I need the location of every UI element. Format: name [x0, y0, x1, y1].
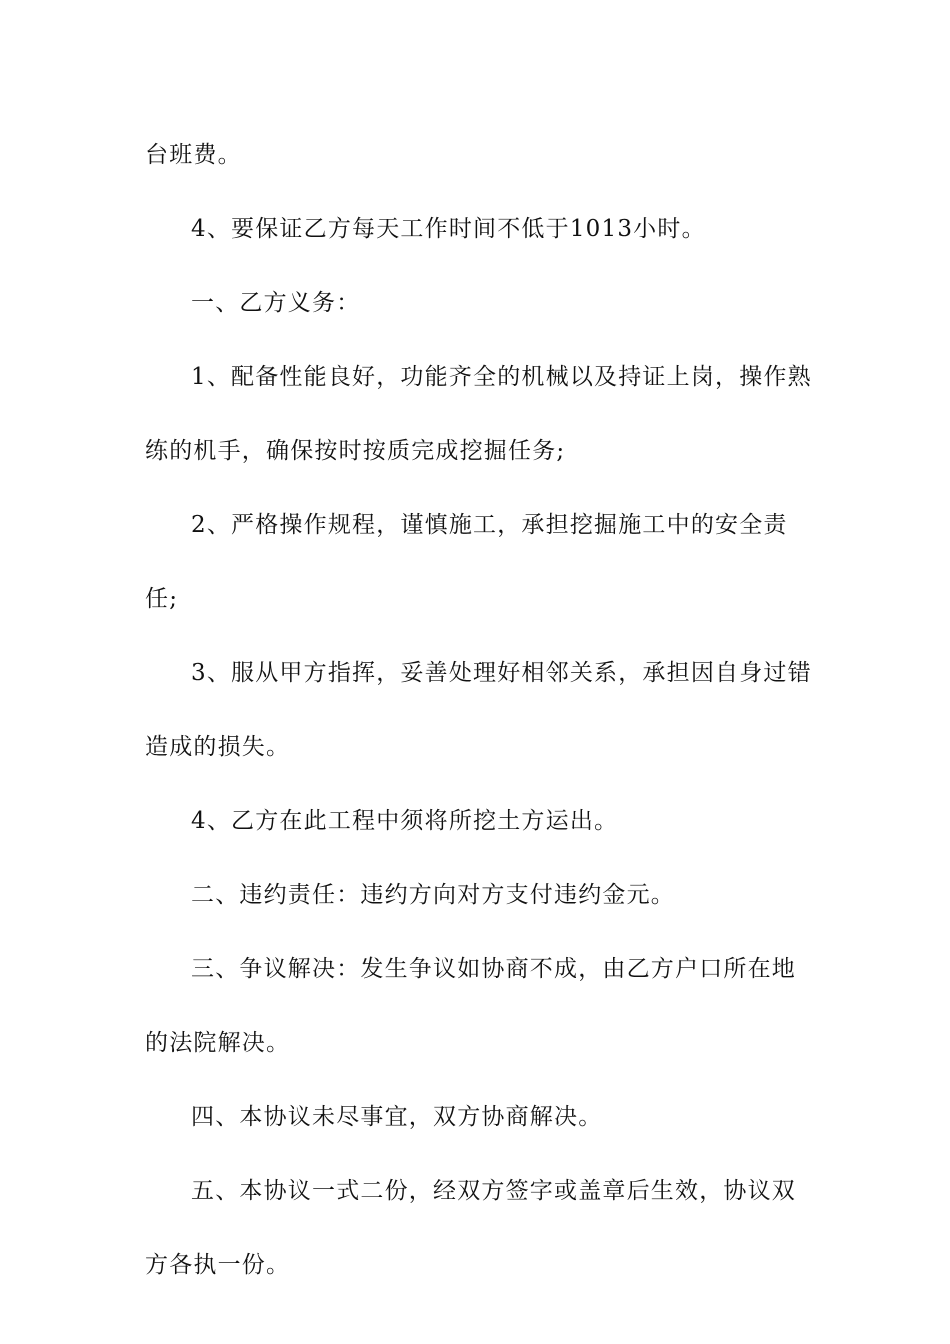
paragraph-obligation-4: 4、乙方在此工程中须将所挖土方运出。 [191, 808, 619, 834]
paragraph-work-hours: 4、要保证乙方每天工作时间不低于1013小时。 [191, 216, 706, 242]
section-heading-party-b-obligations: 一、乙方义务： [191, 290, 361, 316]
paragraph-continuation: 台班费。 [145, 142, 242, 168]
section-unresolved-matters: 四、本协议未尽事宜，双方协商解决。 [191, 1104, 603, 1130]
paragraph-obligation-2: 2、严格操作规程，谨慎施工，承担挖掘施工中的安全责任; [145, 512, 788, 612]
section-breach-liability: 二、违约责任：违约方向对方支付违约金元。 [191, 882, 675, 908]
paragraph-obligation-3: 3、服从甲方指挥，妥善处理好相邻关系，承担因自身过错造成的损失。 [145, 660, 812, 760]
document-body [145, 118, 813, 1302]
paragraph-obligation-1: 1、配备性能良好，功能齐全的机械以及持证上岗，操作熟练的机手，确保按时按质完成挖掘任务; [145, 364, 812, 464]
section-dispute-resolution: 三、争议解决：发生争议如协商不成，由乙方户口所在地的法院解决。 [145, 956, 796, 1056]
section-copies-effect: 五、本协议一式二份，经双方签字或盖章后生效，协议双方各执一份。 [145, 1178, 796, 1278]
